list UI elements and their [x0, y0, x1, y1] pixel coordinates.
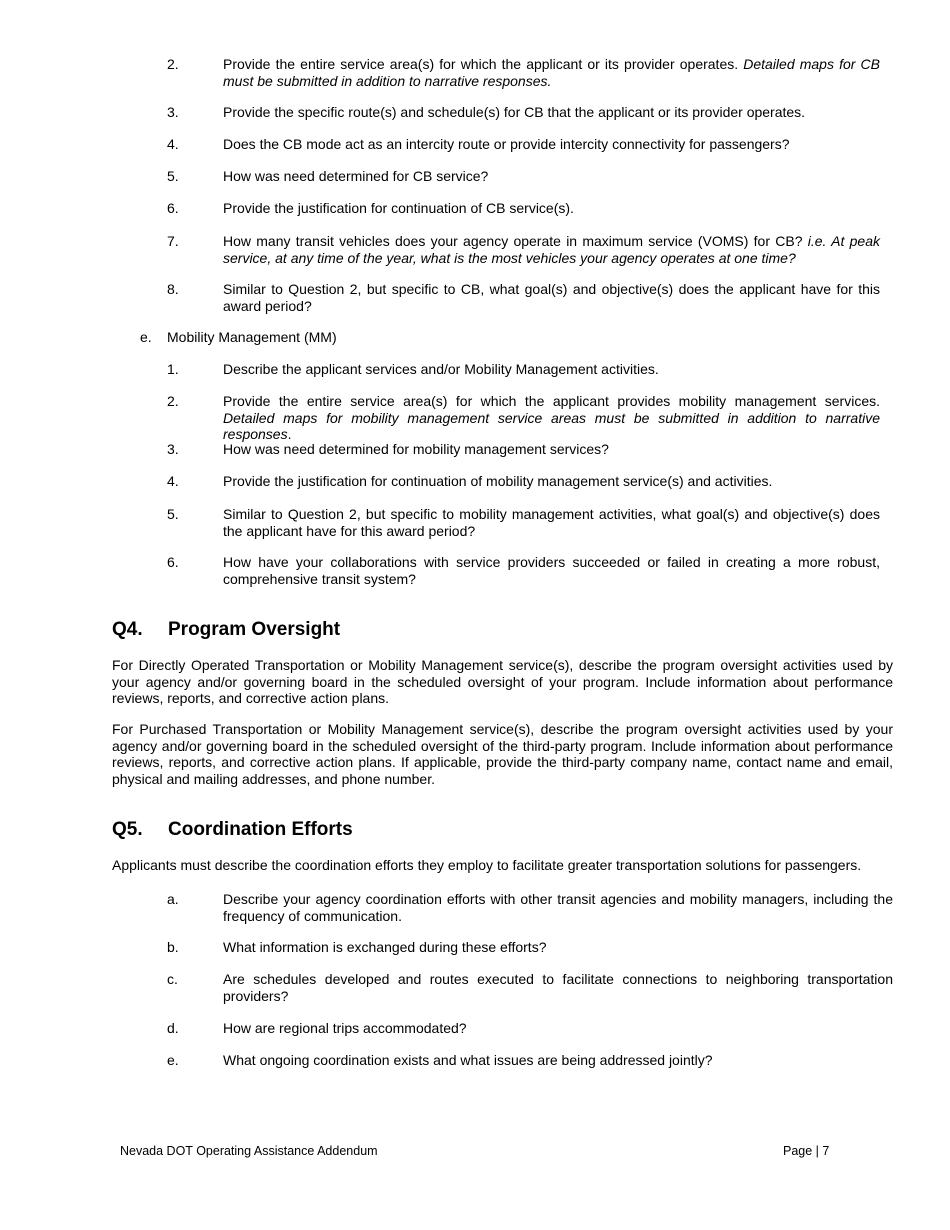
q4-paragraph-2: For Purchased Transportation or Mobility Management service(s), describe the program oversight activities used by your agency and/or governing board in the scheduled oversight of the third-party program. Include information about performance reviews, reports, and corrective action plans. If applicable, provide the third-party company name, contact name and email, physical and mailing addresses, and phone number.	[112, 721, 893, 787]
q5-intro: Applicants must describe the coordination efforts they employ to facilitate greater transportation solutions for passengers.	[112, 857, 862, 873]
page-number: Page | 7	[783, 1144, 830, 1158]
q4-paragraph-1: For Directly Operated Transportation or Mobility Management service(s), describe the program oversight activities used by your agency and/or governing board in the scheduled oversight of your program. Include information about performance reviews, reports, and corrective action plans.	[112, 657, 893, 706]
footer-title: Nevada DOT Operating Assistance Addendum	[120, 1144, 378, 1158]
